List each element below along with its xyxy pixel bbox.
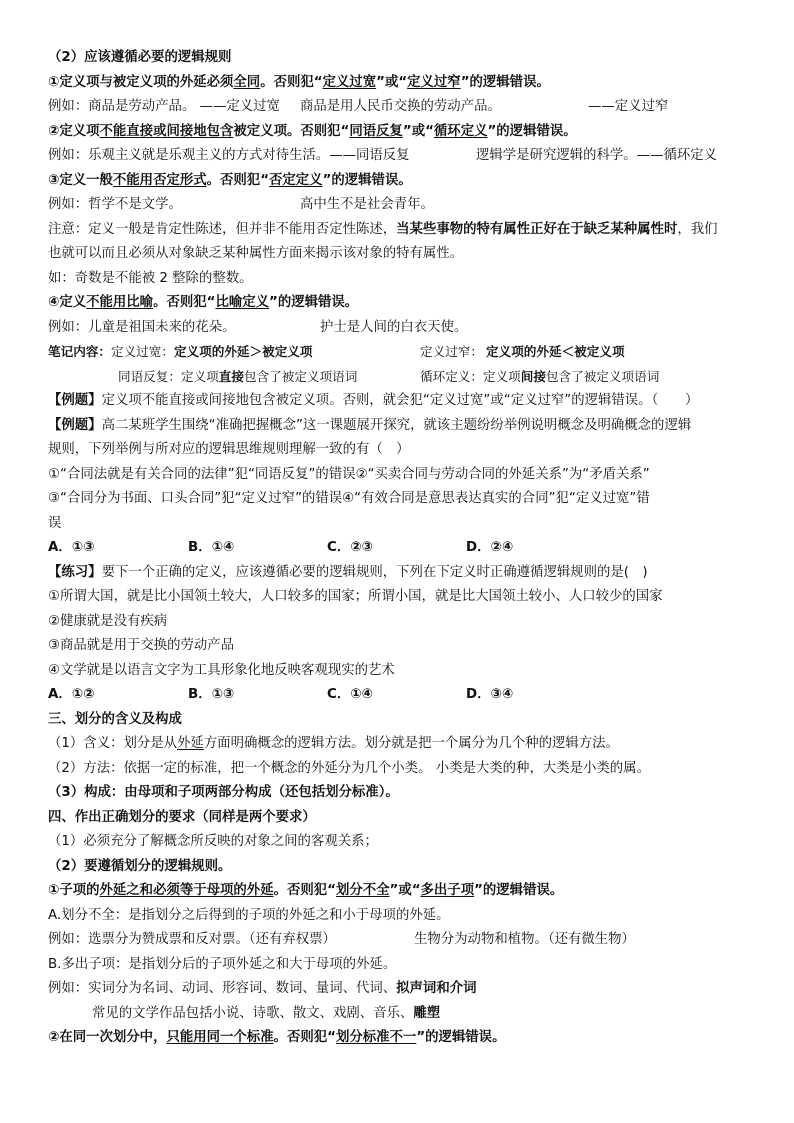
rule-4-line bbox=[48, 291, 748, 316]
text: 同语反复：定义项 bbox=[118, 368, 219, 384]
text: 生物分为动物和植物。（还有微生物） bbox=[414, 932, 635, 947]
underlined-term: 比喻定义 bbox=[215, 295, 270, 310]
text: 包含了被定义项语词 bbox=[545, 368, 660, 384]
text: ①定义项与被定义项的外延必须 bbox=[48, 74, 234, 90]
text: ①子项的 bbox=[48, 883, 100, 898]
bold-text: 定义项的外延＞被定义项 bbox=[173, 344, 313, 359]
example-line bbox=[48, 316, 748, 341]
underlined-term: 全同 bbox=[233, 74, 261, 90]
underlined-term: 循环定义 bbox=[433, 123, 488, 139]
underlined-term: 只能用同一个标准 bbox=[166, 1030, 274, 1045]
option-d: D．③④ bbox=[466, 687, 514, 702]
example-question-1 bbox=[48, 389, 748, 414]
text: 例如：实词分为名词、动词、形容词、数词、量词、代词、 bbox=[48, 981, 397, 996]
bold-text: 【例题】 bbox=[48, 393, 102, 408]
underlined-term: 定义过窄 bbox=[407, 74, 461, 90]
text: ④定义 bbox=[48, 295, 87, 310]
section-heading-definition-rules: （2）应该遵循必要的逻辑规则 bbox=[48, 50, 232, 65]
underlined-term: 不能直接或间接地包含 bbox=[99, 123, 234, 139]
practice-question bbox=[48, 561, 748, 586]
requirement-1: （1）必须充分了解概念所反映的对象之间的客观关系； bbox=[48, 834, 378, 849]
question-line: 规则，下列举例与所对应的逻辑思维规则理解一致的有（ ） bbox=[48, 442, 410, 457]
text: 例如：哲学不是文学。 bbox=[48, 197, 182, 212]
bold-text: 直接 bbox=[218, 368, 244, 384]
section-heading-division-rules: 四、作出正确划分的要求（同样是两个要求） bbox=[48, 809, 316, 825]
underlined-term: 否定定义 bbox=[269, 172, 323, 188]
division-meaning bbox=[48, 732, 748, 757]
text: 例如：选票分为赞成票和反对票。（还有弃权票） bbox=[48, 932, 336, 947]
bold-text: 拟声词和介词 bbox=[396, 981, 477, 996]
underlined-term: 划分标准不一 bbox=[335, 1030, 417, 1045]
section-heading-division: 三、划分的含义及构成 bbox=[48, 711, 182, 727]
text: 循环定义：定义项 bbox=[420, 368, 521, 384]
option-a: A．①③ bbox=[48, 540, 95, 555]
text: 商品是用人民币交换的劳动产品。 bbox=[300, 99, 501, 114]
text: ②定义项 bbox=[48, 123, 100, 139]
underlined-term: 同语反复 bbox=[349, 123, 403, 139]
example-line bbox=[48, 928, 748, 953]
option-c: C．②③ bbox=[327, 540, 373, 555]
note-line bbox=[48, 218, 748, 243]
text: 逻辑学是研究逻辑的科学。——循环定义 bbox=[476, 148, 718, 163]
rule-3-line bbox=[48, 169, 748, 194]
example-line bbox=[48, 95, 748, 120]
example-line: 如：奇数是不能被 2 整除的整数。 bbox=[48, 270, 253, 286]
example-line bbox=[48, 1002, 748, 1027]
text: 例如：儿童是祖国未来的花朵。 bbox=[48, 319, 236, 335]
text: ，我们 bbox=[677, 221, 718, 237]
text: ”的逻辑错误。 bbox=[474, 883, 564, 898]
example-line bbox=[48, 193, 748, 218]
text: 高中生不是社会青年。 bbox=[300, 197, 434, 212]
question-line: ①“合同法就是有关合同的法律”犯“同语反复”的错误②“买卖合同与劳动合同的外延关系”为“矛盾关系” bbox=[48, 466, 650, 482]
division-rule-1 bbox=[48, 879, 748, 904]
text: 。否则犯“ bbox=[273, 883, 336, 898]
question-line: ③商品就是用于交换的劳动产品 bbox=[48, 638, 235, 653]
text: ③定义一般 bbox=[48, 172, 113, 188]
text: （1）含义：划分是从 bbox=[48, 736, 178, 751]
notes-line bbox=[48, 340, 748, 365]
option-a: A．①② bbox=[48, 687, 95, 702]
question-line: 误 bbox=[48, 515, 62, 531]
example-line bbox=[48, 144, 748, 169]
text: 常见的文学作品包括小说、诗歌、散文、戏剧、音乐、 bbox=[92, 1005, 414, 1021]
bold-text: 当某些事物的特有属性正好在于缺乏某种属性时 bbox=[396, 221, 678, 237]
text: ——定义过窄 bbox=[588, 99, 669, 114]
division-rule-2 bbox=[48, 1026, 748, 1051]
text: 例如：商品是劳动产品。 ——定义过宽 bbox=[48, 99, 280, 114]
bold-text: 间接 bbox=[520, 368, 546, 384]
example-line bbox=[48, 977, 748, 1002]
text: ”或“ bbox=[402, 123, 434, 139]
text: 高二某班学生围绕“准确把握概念”这一课题展开探究，就该主题纷纷举例说明概念及明确概念的逻辑 bbox=[101, 417, 692, 433]
text: ”或“ bbox=[376, 74, 408, 90]
option-b: B．①③ bbox=[188, 687, 235, 702]
text: 包含了被定义项语词 bbox=[243, 368, 358, 384]
text: ”或“ bbox=[389, 883, 421, 898]
text: 被定义项。否则犯“ bbox=[233, 123, 350, 139]
text: 例如：乐观主义就是乐观主义的方式对待生活。——同语反复 bbox=[48, 148, 410, 163]
bold-text: 【例题】 bbox=[48, 417, 102, 433]
bold-text: 雕塑 bbox=[413, 1005, 441, 1021]
extra-subitem: B.多出子项：是指划分后的子项外延之和大于母项的外延。 bbox=[48, 956, 397, 972]
underlined-term: 外延 bbox=[177, 736, 204, 751]
question-line: ③“合同分为书面、口头合同”犯“定义过窄”的错误④“有效合同是意思表达真实的合同”犯“定义过宽”错 bbox=[48, 491, 650, 506]
underlined-term: 不能用比喻 bbox=[86, 295, 154, 310]
underlined-term: 多出子项 bbox=[420, 883, 475, 898]
text: 要下一个正确的定义，应该遵循必要的逻辑规则，下列在下定义时正确遵循逻辑规则的是( ) bbox=[101, 564, 648, 580]
division-structure: （3）构成：由母项和子项两部分构成（还包括划分标准）。 bbox=[48, 785, 399, 800]
incomplete-division: A.划分不全：是指划分之后得到的子项的外延之和小于母项的外延。 bbox=[48, 907, 450, 923]
rule-1-line bbox=[48, 71, 748, 96]
text: 定义过宽： bbox=[110, 344, 174, 359]
answer-options bbox=[48, 536, 748, 561]
text: 。否则犯“ bbox=[273, 1030, 336, 1045]
text: 。否则犯“ bbox=[206, 172, 270, 188]
question-line: ①所谓大国，就是比小国领土较大，人口较多的国家；所谓小国，就是比大国领土较小、人口较少的国家 bbox=[48, 589, 663, 604]
underlined-term: 不能用否定形式 bbox=[112, 172, 207, 188]
underlined-term: 外延之和必须等于母项的外延 bbox=[99, 883, 274, 898]
option-b: B．①④ bbox=[188, 540, 235, 555]
question-line: ④文学就是以语言文字为工具形象化地反映客观现实的艺术 bbox=[48, 662, 395, 678]
text: 。否则犯“ bbox=[153, 295, 216, 310]
text: ”的逻辑错误。 bbox=[269, 295, 359, 310]
option-d: D．②④ bbox=[466, 540, 514, 555]
notes-line bbox=[48, 365, 748, 390]
bold-text: 定义项的外延＜被定义项 bbox=[486, 344, 625, 359]
text: 方面明确概念的逻辑方法。划分就是把一个属分为几个种的逻辑方法。 bbox=[203, 736, 619, 751]
text: ”的逻辑错误。 bbox=[487, 123, 577, 139]
underlined-term: 定义过宽 bbox=[322, 74, 377, 90]
text: 定义过窄： bbox=[420, 344, 483, 359]
underlined-term: 划分不全 bbox=[335, 883, 390, 898]
option-c: C．①④ bbox=[327, 687, 373, 702]
bold-text: 笔记内容： bbox=[48, 344, 111, 359]
question-line: ②健康就是没有疾病 bbox=[48, 613, 168, 629]
text: 定义项不能直接或间接地包含被定义项。否则，就会犯“定义过宽”或“定义过窄”的逻辑错误。（ ） bbox=[101, 393, 699, 408]
text: 护士是人间的白衣天使。 bbox=[320, 319, 468, 335]
answer-options bbox=[48, 683, 748, 708]
division-method: （2）方法：依据一定的标准，把一个概念的外延分为几个小类。 小类是大类的种，大类是小类的属。 bbox=[48, 760, 650, 776]
rule-2-line bbox=[48, 120, 748, 145]
requirement-2: （2）要遵循划分的逻辑规则。 bbox=[48, 858, 232, 874]
text: 注意：定义一般是肯定性陈述，但并非不能用否定性陈述， bbox=[48, 221, 397, 237]
text: ”的逻辑错误。 bbox=[416, 1030, 506, 1045]
example-question-2 bbox=[48, 414, 748, 439]
text: ”的逻辑错误。 bbox=[322, 172, 412, 188]
text: 。否则犯“ bbox=[260, 74, 323, 90]
text: ”的逻辑错误。 bbox=[460, 74, 550, 90]
bold-text: 【练习】 bbox=[48, 564, 102, 580]
text: ②在同一次划分中， bbox=[48, 1030, 167, 1045]
document-page bbox=[48, 46, 748, 1051]
note-line: 也就可以而且必须从对象缺乏某种属性方面来揭示该对象的特有属性。 bbox=[48, 246, 464, 261]
